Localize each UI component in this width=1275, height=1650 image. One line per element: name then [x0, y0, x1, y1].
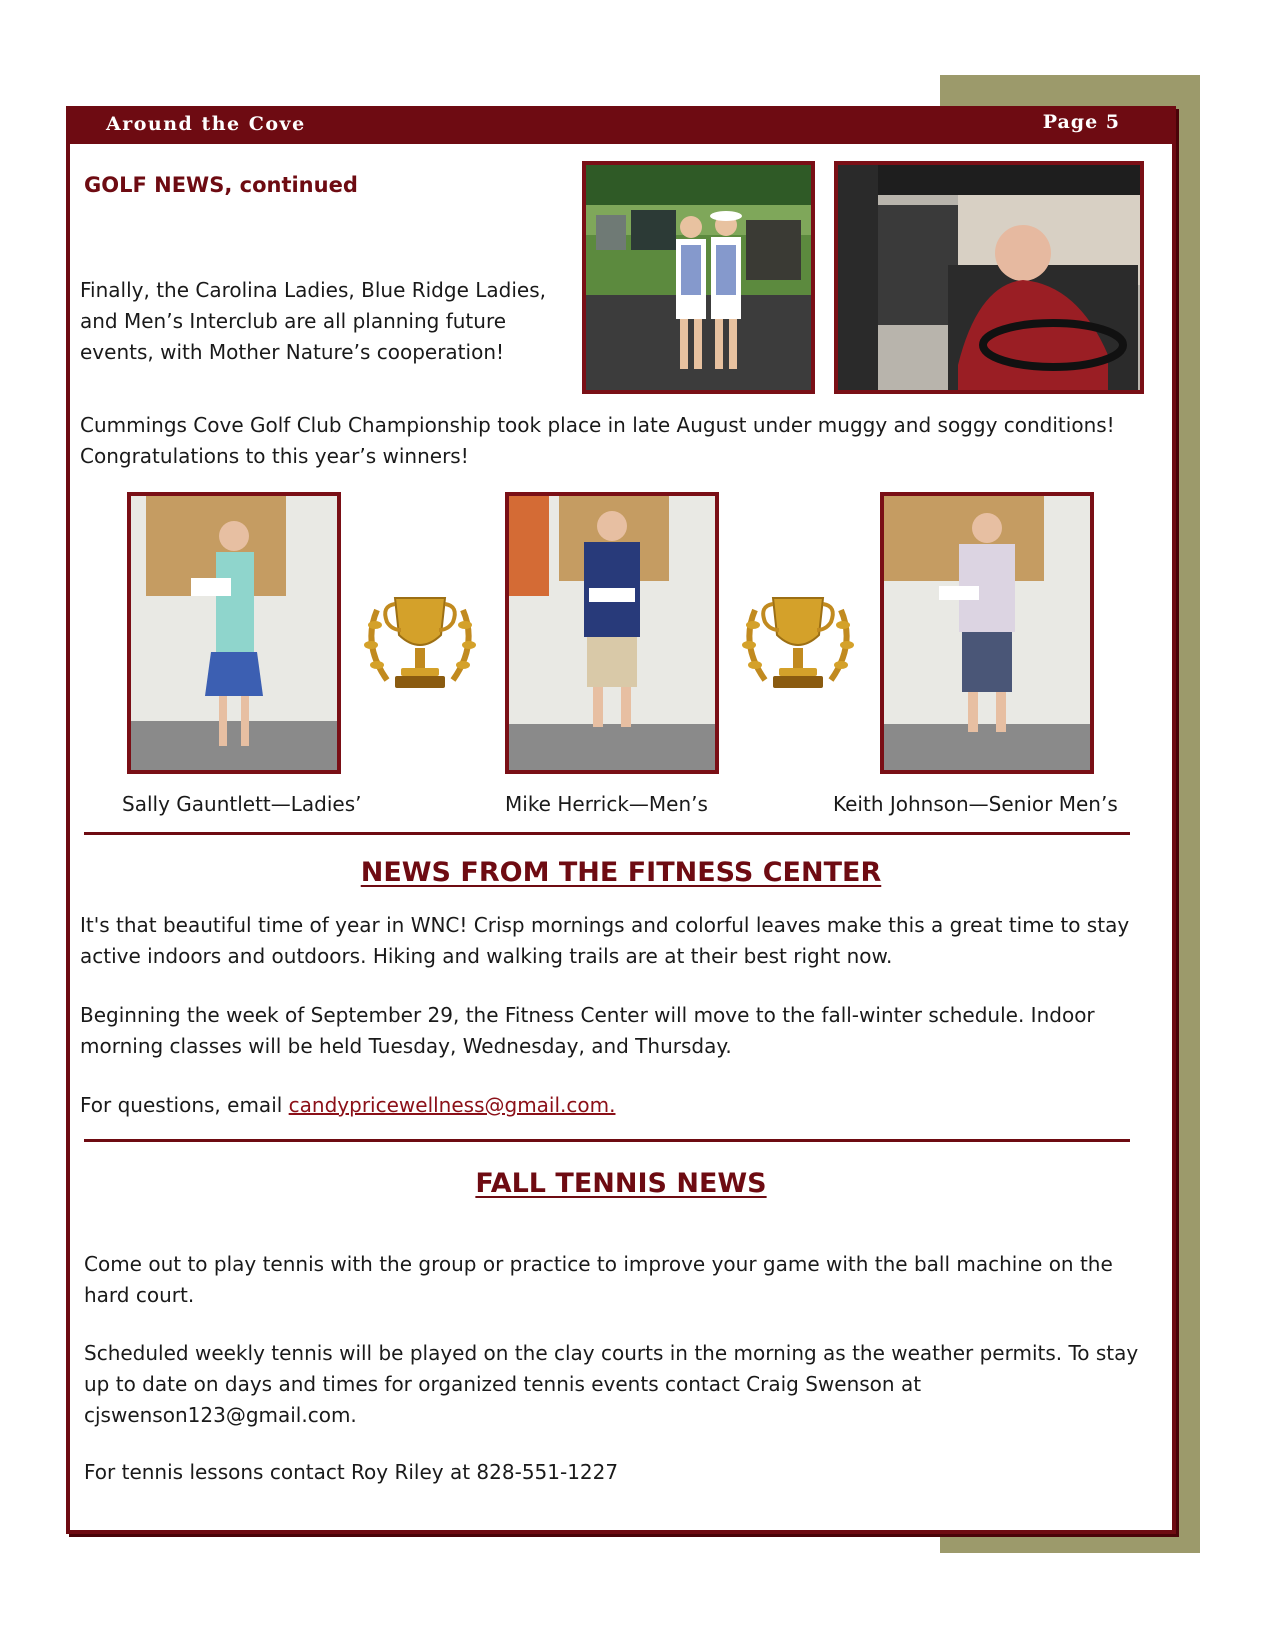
golf-championship-paragraph: Cummings Cove Golf Club Championship took place in late August under muggy and soggy conditions! Congratulations to this year’s winners! [80, 413, 1115, 468]
fitness-email-link[interactable]: candypricewellness@gmail.com. [288, 1093, 616, 1117]
tennis-heading: FALL TENNIS NEWS [475, 1168, 767, 1199]
section-divider [84, 1139, 1130, 1142]
fitness-contact-paragraph [80, 1090, 1155, 1121]
fitness-heading: NEWS FROM THE FITNESS CENTER [360, 857, 882, 888]
newsletter-title: Around the Cove [106, 113, 306, 135]
winner-photo-mens [505, 492, 719, 774]
page-number: Page 5 [1042, 111, 1120, 133]
tennis-schedule-paragraph: Scheduled weekly tennis will be played on the clay courts in the morning as the weather permits. To stay up to date on days and times for organized tennis events contact Craig Swenson at cjswenson123@gmail.com. [84, 1341, 1139, 1427]
golf-cart-man-photo [834, 161, 1144, 394]
winner-caption-senior-mens: Keith Johnson—Senior Men’s [833, 792, 1118, 816]
golf-ladies-photo [582, 161, 815, 394]
tennis-lessons-paragraph: For tennis lessons contact Roy Riley at 828-551-1227 [84, 1460, 619, 1484]
winner-photo-ladies [127, 492, 341, 774]
winner-caption-ladies: Sally Gauntlett—Ladies’ [122, 792, 362, 816]
section-divider [84, 832, 1130, 835]
trophy-icon [357, 590, 483, 702]
tennis-intro-paragraph: Come out to play tennis with the group or practice to improve your game with the ball machine on the hard court. [84, 1252, 1113, 1307]
fitness-contact-text: For questions, email [80, 1093, 289, 1117]
golf-interclub-paragraph: Finally, the Carolina Ladies, Blue Ridge Ladies, and Men’s Interclub are all planning future events, with Mother Nature’s cooperation! [80, 278, 546, 364]
newsletter-header [66, 106, 1176, 144]
winner-caption-mens: Mike Herrick—Men’s [505, 792, 708, 816]
fitness-schedule-paragraph: Beginning the week of September 29, the Fitness Center will move to the fall-winter schedule. Indoor morning classes will be held Tuesday, Wednesday, and Thursday. [80, 1003, 1095, 1058]
trophy-icon [735, 590, 861, 702]
fitness-intro-paragraph: It's that beautiful time of year in WNC! Crisp mornings and colorful leaves make this a great time to stay active indoors and outdoors. Hiking and walking trails are at their best right now. [80, 913, 1130, 968]
winner-photo-senior-mens [880, 492, 1094, 774]
golf-news-heading: GOLF NEWS, continued [84, 173, 358, 197]
